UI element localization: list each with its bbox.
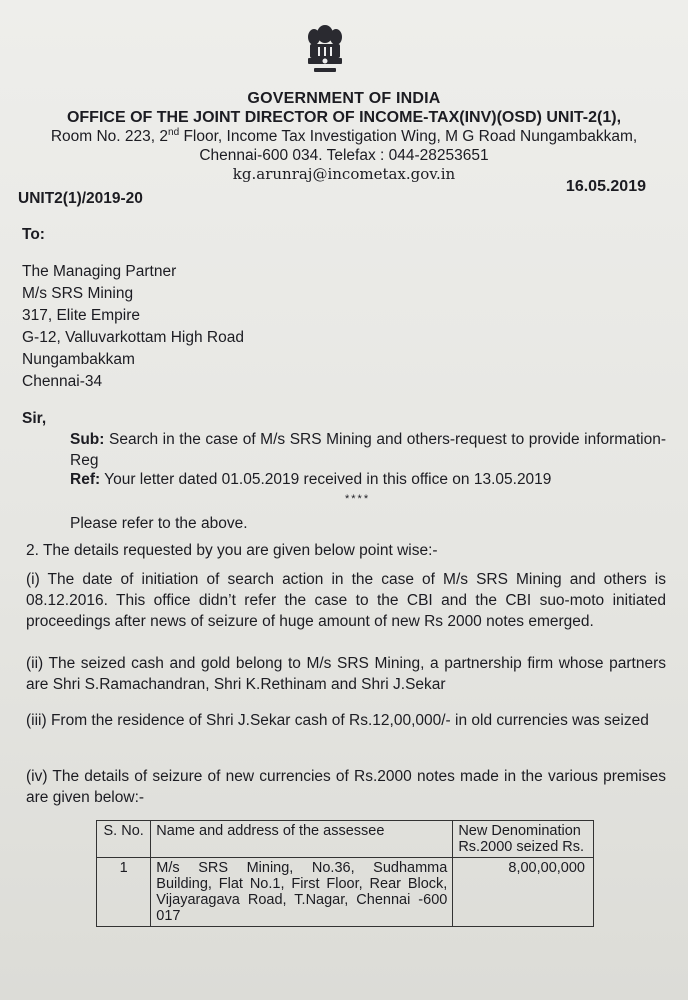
letter-date: 16.05.2019	[565, 178, 646, 195]
column-header-sno: S. No.	[97, 821, 151, 858]
government-heading: GOVERNMENT OF INDIA	[247, 90, 441, 107]
body-paragraph: (i) The date of initiation of search action in the case of M/s SRS Mining and others is 08.12.2016. This office didn’t refer the case to the CBI and the CBI suo-moto initiated proceedings after news of seizure of huge amount of new Rs 2000 notes emerged.	[26, 571, 666, 630]
column-header-name: Name and address of the assessee	[151, 821, 453, 858]
table-row	[97, 858, 594, 927]
to-label: To:	[22, 226, 45, 243]
reference-number: UNIT2(1)/2019-20	[18, 190, 143, 207]
separator-stars: ****	[345, 493, 371, 505]
address-line: Nungambakkam	[22, 351, 135, 368]
address-line: The Managing Partner	[22, 263, 177, 280]
body-paragraph: (iii) From the residence of Shri J.Sekar cash of Rs.12,00,000/- in old currencies was seized	[26, 712, 649, 729]
address-line: M/s SRS Mining	[22, 285, 134, 302]
column-header-amount: New Denomination Rs.2000 seized Rs.	[453, 821, 594, 858]
salutation: Sir,	[22, 410, 47, 427]
reference-line: Ref: Your letter dated 01.05.2019 received in this office on 13.05.2019	[70, 471, 552, 488]
body-paragraph: (iv) The details of seizure of new currencies of Rs.2000 notes made in the various premises are given below:-	[26, 768, 666, 806]
table-header-row	[97, 821, 594, 858]
office-address-line: Room No. 223, 2nd Floor, Income Tax Investigation Wing, M G Road Nungambakkam,	[50, 127, 638, 146]
body-paragraph: Please refer to the above.	[70, 515, 248, 532]
seizure-table	[96, 820, 594, 927]
cell-name: M/s SRS Mining, No.36, Sudhamma Building, Flat No.1, First Floor, Rear Block, Vijayaragava Road, T.Nagar, Chennai -600 017	[151, 858, 453, 927]
body-paragraph: 2. The details requested by you are given below point wise:-	[26, 542, 438, 559]
national-emblem-icon	[300, 20, 350, 80]
recipient-address	[22, 261, 244, 393]
address-line: 317, Elite Empire	[22, 307, 141, 324]
body-paragraph: (ii) The seized cash and gold belong to M/s SRS Mining, a partnership firm whose partners are Shri S.Ramachandran, Shri K.Rethinam and Shri J.Sekar	[26, 655, 666, 693]
office-city-telefax: Chennai-600 034. Telefax : 044-28253651	[199, 147, 489, 164]
address-line: G-12, Valluvarkottam High Road	[22, 329, 244, 346]
cell-sno: 1	[97, 858, 151, 927]
subject-line: Sub: Search in the case of M/s SRS Mining and others-request to provide information-Reg	[70, 431, 666, 469]
address-line: Chennai-34	[22, 373, 103, 390]
cell-amount: 8,00,00,000	[453, 858, 594, 927]
office-email: kg.arunraj@incometax.gov.in	[232, 165, 456, 183]
office-heading: OFFICE OF THE JOINT DIRECTOR OF INCOME-TAX(INV)(OSD) UNIT-2(1),	[66, 109, 622, 126]
